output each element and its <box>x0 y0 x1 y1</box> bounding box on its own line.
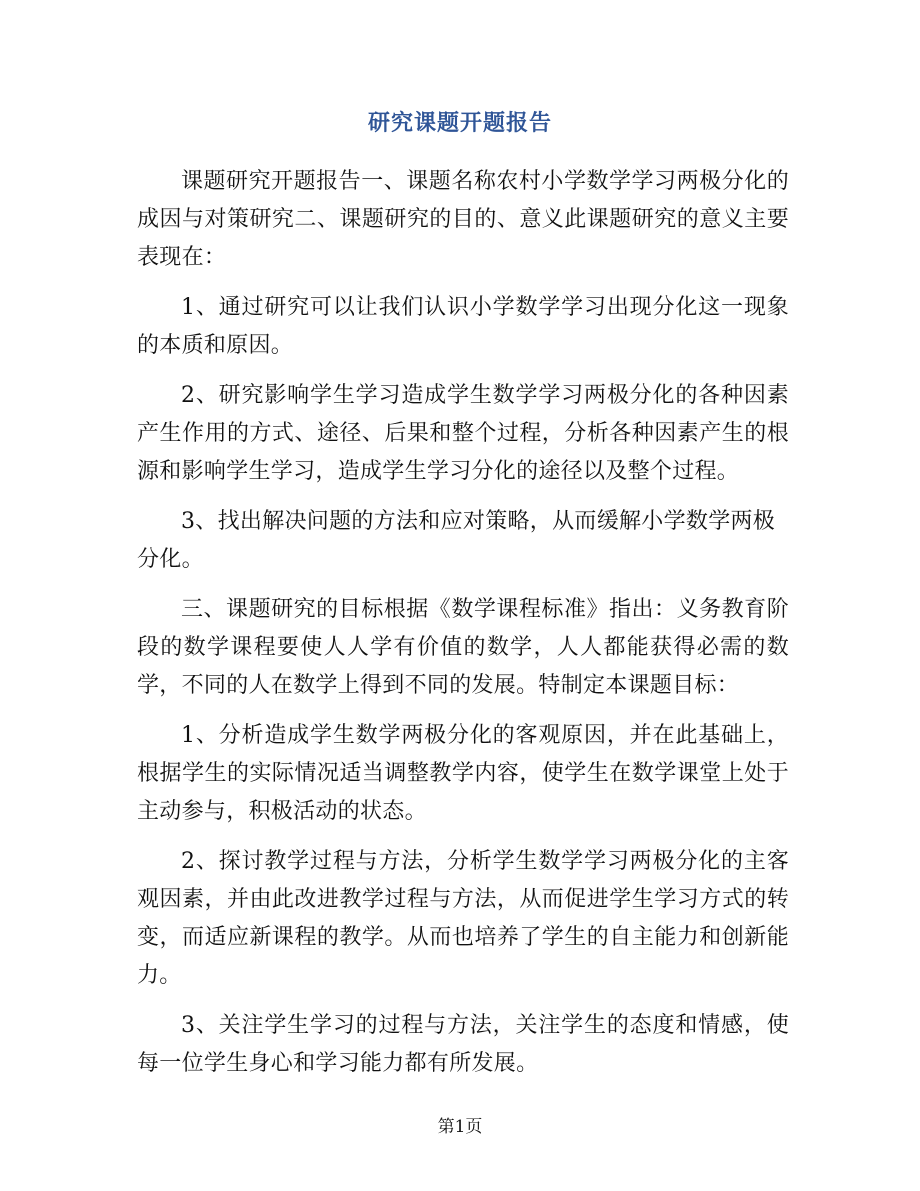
document-body <box>137 163 789 1095</box>
page-number: 第1页 <box>437 1117 483 1137</box>
paragraph: 1、通过研究可以让我们认识小学数学学习出现分化这一现象的本质和原因。 <box>137 295 789 358</box>
paragraph: 课题研究开题报告一、课题名称农村小学数学学习两极分化的成因与对策研究二、课题研究的目的、意义此课题研究的意义主要表现在： <box>137 169 789 270</box>
paragraph: 3、找出解决问题的方法和应对策略，从而缓解小学数学两极分化。 <box>137 509 776 572</box>
paragraph: 2、研究影响学生学习造成学生数学学习两极分化的各种因素产生作用的方式、途径、后果和整个过程，分析各种因素产生的根源和影响学生学习，造成学生学习分化的途径以及整个过程。 <box>137 383 789 484</box>
document-title: 研究课题开题报告 <box>367 110 552 136</box>
paragraph: 1、分析造成学生数学两极分化的客观原因，并在此基础上，根据学生的实际情况适当调整教学内容，使学生在数学课堂上处于主动参与，积极活动的状态。 <box>137 723 789 824</box>
paragraph: 三、课题研究的目标根据《数学课程标准》指出：义务教育阶段的数学课程要使人人学有价值的数学，人人都能获得必需的数学，不同的人在数学上得到不同的发展。特制定本课题目标： <box>137 597 789 698</box>
paragraph: 3、关注学生学习的过程与方法，关注学生的态度和情感，使每一位学生身心和学习能力都有所发展。 <box>137 1013 789 1076</box>
paragraph: 2、探讨教学过程与方法，分析学生数学学习两极分化的主客观因素，并由此改进教学过程与方法，从而促进学生学习方式的转变，而适应新课程的教学。从而也培养了学生的自主能力和创新能力。 <box>137 849 789 988</box>
